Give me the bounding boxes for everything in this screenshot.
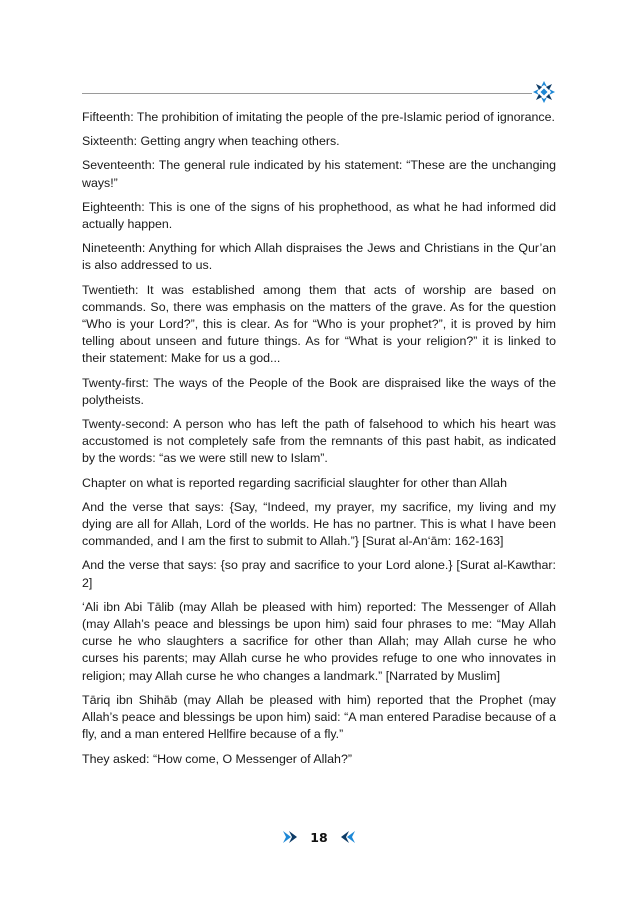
paragraph-fifteenth: Fifteenth: The prohibition of imitating the people of the pre-Islamic period of ignorance. [82, 110, 555, 124]
page-number: 18 [310, 829, 328, 845]
paragraph-twentieth: Twentieth: It was established among them that acts of worship are based on commands. So, there was emphasis on the matters of the grave. As for the question “Who is your Lord?”, this is clear. As for “Who is your prophet?”, it is proved by him telling about unseen and future things. As for “What is your religion?” it is linked to their statement: Make for us a god... [82, 282, 556, 366]
chapter-heading: Chapter on what is reported regarding sacrificial slaughter for other than Allah [82, 475, 507, 490]
hadith-tariq: Tāriq ibn Shihāb (may Allah be pleased with him) reported that the Prophet (may Allah’s peace and blessings be upon him) said: “A man entered Paradise because of a fly, and a man entered Hellfire because of a fly.” [82, 692, 556, 742]
paragraph-seventeenth: Seventeenth: The general rule indicated by his statement: “These are the unchanging ways!” [82, 158, 556, 190]
chevron-right-ornament-icon [280, 827, 300, 847]
hadith-ali: ‘Ali ibn Abi Tālib (may Allah be pleased with him) reported: The Messenger of Allah (may Allah’s peace and blessings be upon him) said four phrases to me: “May Allah curse he who slaughters a sacrifice for other than Allah; may Allah curse he who curses his parents; may Allah curse he who provides refuge to one who innovates in religion; may Allah curse he who changes a landmark.” [Narrated by Muslim] [82, 599, 556, 683]
document-body [82, 109, 556, 775]
paragraph-eighteenth: Eighteenth: This is one of the signs of his prophethood, as what he had informed did actually happen. [82, 199, 556, 232]
page-footer [0, 825, 638, 849]
verse-al-anam: And the verse that says: {Say, “Indeed, my prayer, my sacrifice, my living and my dying are all for Allah, Lord of the worlds. He has no partner. This is what I have been commanded, and I am the first to submit to Allah.”} [Surat al-An‘ām: 162-163] [82, 499, 556, 549]
paragraph-twenty-first: Twenty-first: The ways of the People of the Book are dispraised like the ways of the polytheists. [82, 375, 556, 407]
chevron-left-ornament-icon [338, 827, 358, 847]
verse-al-kawthar: And the verse that says: {so pray and sacrifice to your Lord alone.} [Surat al-Kawthar: 2] [82, 558, 556, 590]
geometric-ornament-icon [531, 79, 557, 105]
question-line: They asked: “How come, O Messenger of Allah?” [82, 751, 352, 766]
header-rule [82, 93, 532, 94]
paragraph-sixteenth: Sixteenth: Getting angry when teaching others. [82, 134, 340, 149]
paragraph-twenty-second: Twenty-second: A person who has left the path of falsehood to which his heart was accustomed is not completely safe from the remnants of this past habit, as indicated by the words: “as we were still new to Islam”. [82, 417, 556, 466]
paragraph-nineteenth: Nineteenth: Anything for which Allah dispraises the Jews and Christians in the Qur’an is also addressed to us. [82, 241, 556, 273]
